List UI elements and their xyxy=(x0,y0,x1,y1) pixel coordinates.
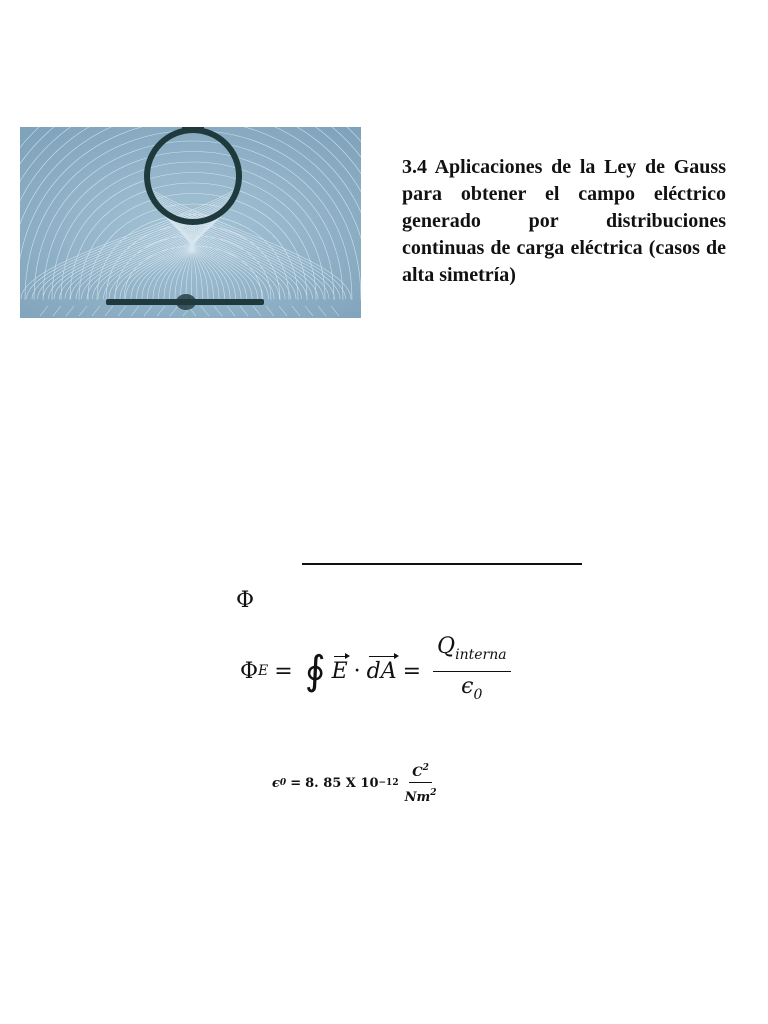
equals-sign-3: = xyxy=(290,775,302,791)
permittivity-value: 8. 85 X 10 xyxy=(305,775,379,791)
coulomb-unit: C xyxy=(412,765,423,780)
gauss-law-equation xyxy=(240,636,511,706)
epsilon-symbol: ϵ xyxy=(461,674,474,699)
coulomb-exponent: 2 xyxy=(422,763,429,773)
closed-integral-symbol: ∮ xyxy=(304,648,326,694)
bar-contact xyxy=(176,294,196,310)
fraction-denominator xyxy=(461,672,482,708)
equals-sign: = xyxy=(274,658,293,684)
charge-symbol: Q xyxy=(437,634,456,659)
section-heading: 3.4 Aplicaciones de la Ley de Gauss para obtener el campo eléctrico generado por distribuciones continuas de carga eléctrica (casos de alta simetría) xyxy=(402,156,726,286)
epsilon-naught-subscript: 0 xyxy=(279,778,287,788)
area-vector: dA xyxy=(366,658,397,684)
flux-lhs: Φ xyxy=(240,658,259,684)
charge-subscript: interna xyxy=(455,647,507,663)
fraction-numerator xyxy=(433,634,511,672)
flux-lhs-subscript: E xyxy=(258,663,269,679)
electric-field-vector: E xyxy=(331,658,348,684)
permittivity-equation xyxy=(272,760,437,806)
permittivity-exponent: −12 xyxy=(378,778,399,788)
epsilon-naught: ϵ xyxy=(272,775,280,791)
meter-exponent: 2 xyxy=(430,788,437,798)
epsilon-subscript: 0 xyxy=(473,687,483,703)
dot-operator: · xyxy=(353,658,361,684)
units-numerator xyxy=(409,760,432,783)
flux-symbol: Φ xyxy=(236,588,255,613)
permittivity-units xyxy=(405,760,437,806)
equals-sign-2: = xyxy=(402,658,422,684)
electric-field-lines-photo xyxy=(20,127,361,318)
charge-over-permittivity xyxy=(433,634,511,708)
horizontal-rule xyxy=(302,563,582,565)
newton-meter-unit: Nm xyxy=(404,790,431,805)
units-denominator xyxy=(405,783,437,806)
ring-lead xyxy=(182,127,204,133)
